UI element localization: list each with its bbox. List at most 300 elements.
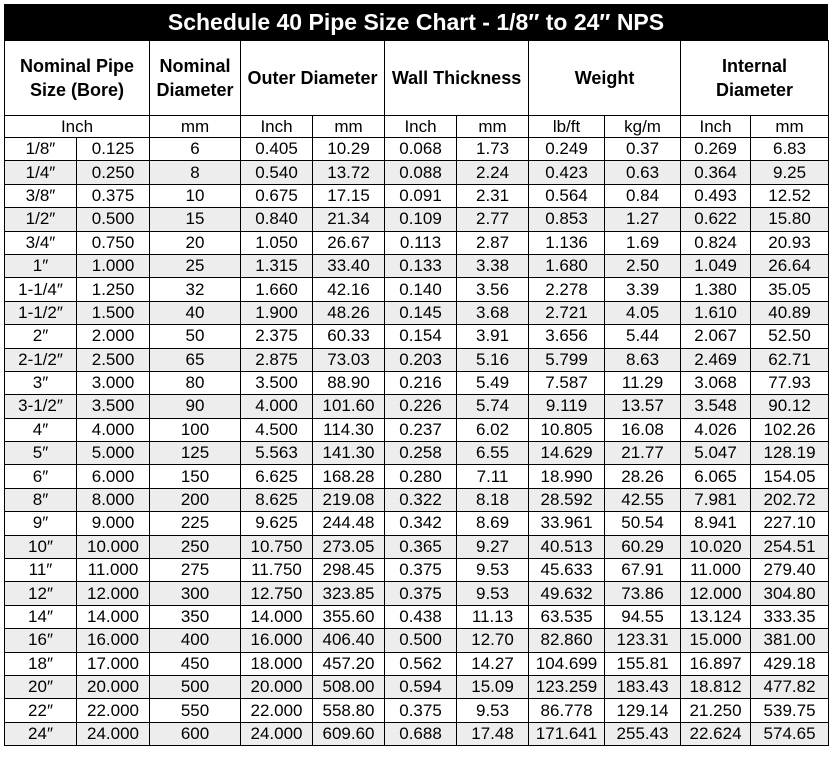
cell-wall-mm: 3.68 — [457, 301, 529, 324]
cell-wall-mm: 5.49 — [457, 371, 529, 394]
table-row — [5, 161, 829, 184]
table-row — [5, 605, 829, 628]
cell-id-inch: 6.065 — [681, 465, 751, 488]
cell-wall-inch: 0.594 — [385, 675, 457, 698]
cell-nps-inch-fraction: 18″ — [5, 652, 77, 675]
cell-od-mm: 558.80 — [313, 699, 385, 722]
cell-id-mm: 40.89 — [751, 301, 829, 324]
cell-weight-lbft: 171.641 — [529, 722, 605, 745]
cell-wall-inch: 0.140 — [385, 278, 457, 301]
cell-nps-inch-fraction: 11″ — [5, 559, 77, 582]
header-outer-diameter: Outer Diameter — [241, 41, 385, 116]
cell-id-mm: 12.52 — [751, 184, 829, 207]
cell-wall-mm: 3.56 — [457, 278, 529, 301]
cell-nominal-mm: 500 — [150, 675, 241, 698]
cell-nps-inch-decimal: 9.000 — [77, 512, 150, 535]
cell-weight-kgm: 94.55 — [605, 605, 681, 628]
cell-weight-kgm: 8.63 — [605, 348, 681, 371]
cell-od-inch: 1.660 — [241, 278, 313, 301]
cell-weight-kgm: 155.81 — [605, 652, 681, 675]
cell-weight-lbft: 2.278 — [529, 278, 605, 301]
unit-weight-lbft: lb/ft — [529, 116, 605, 138]
cell-weight-lbft: 40.513 — [529, 535, 605, 558]
cell-wall-mm: 17.48 — [457, 722, 529, 745]
table-row — [5, 418, 829, 441]
cell-od-mm: 298.45 — [313, 559, 385, 582]
table-row — [5, 371, 829, 394]
cell-od-inch: 0.675 — [241, 184, 313, 207]
cell-nps-inch-fraction: 5″ — [5, 442, 77, 465]
cell-nominal-mm: 25 — [150, 254, 241, 277]
cell-wall-mm: 2.77 — [457, 208, 529, 231]
cell-nps-inch-fraction: 1/4″ — [5, 161, 77, 184]
cell-nps-inch-decimal: 4.000 — [77, 418, 150, 441]
cell-nominal-mm: 90 — [150, 395, 241, 418]
table-row — [5, 559, 829, 582]
cell-weight-kgm: 50.54 — [605, 512, 681, 535]
cell-wall-inch: 0.203 — [385, 348, 457, 371]
cell-id-mm: 574.65 — [751, 722, 829, 745]
header-weight: Weight — [529, 41, 681, 116]
cell-nps-inch-decimal: 11.000 — [77, 559, 150, 582]
cell-weight-lbft: 5.799 — [529, 348, 605, 371]
cell-id-mm: 6.83 — [751, 138, 829, 161]
header-wall-thickness: Wall Thickness — [385, 41, 529, 116]
cell-nominal-mm: 225 — [150, 512, 241, 535]
table-row — [5, 652, 829, 675]
cell-wall-mm: 9.53 — [457, 699, 529, 722]
unit-nominal-mm: mm — [150, 116, 241, 138]
unit-id-inch: Inch — [681, 116, 751, 138]
cell-id-inch: 21.250 — [681, 699, 751, 722]
cell-id-inch: 3.548 — [681, 395, 751, 418]
cell-weight-kgm: 28.26 — [605, 465, 681, 488]
cell-nps-inch-fraction: 1″ — [5, 254, 77, 277]
header-nominal-pipe-size: Nominal Pipe Size (Bore) — [5, 41, 150, 116]
cell-weight-kgm: 1.69 — [605, 231, 681, 254]
cell-wall-mm: 9.27 — [457, 535, 529, 558]
table-row — [5, 301, 829, 324]
cell-nps-inch-fraction: 1/2″ — [5, 208, 77, 231]
cell-nominal-mm: 40 — [150, 301, 241, 324]
cell-nps-inch-decimal: 0.125 — [77, 138, 150, 161]
cell-id-mm: 539.75 — [751, 699, 829, 722]
cell-od-mm: 219.08 — [313, 488, 385, 511]
cell-wall-mm: 5.74 — [457, 395, 529, 418]
cell-nps-inch-fraction: 2″ — [5, 325, 77, 348]
cell-weight-kgm: 0.84 — [605, 184, 681, 207]
cell-wall-mm: 11.13 — [457, 605, 529, 628]
cell-nps-inch-fraction: 10″ — [5, 535, 77, 558]
cell-nominal-mm: 350 — [150, 605, 241, 628]
cell-od-inch: 1.315 — [241, 254, 313, 277]
cell-od-mm: 88.90 — [313, 371, 385, 394]
cell-wall-mm: 2.87 — [457, 231, 529, 254]
cell-wall-inch: 0.068 — [385, 138, 457, 161]
cell-wall-mm: 6.55 — [457, 442, 529, 465]
cell-nps-inch-decimal: 2.000 — [77, 325, 150, 348]
cell-nominal-mm: 10 — [150, 184, 241, 207]
cell-id-inch: 2.469 — [681, 348, 751, 371]
cell-id-inch: 22.624 — [681, 722, 751, 745]
unit-weight-kgm: kg/m — [605, 116, 681, 138]
cell-nps-inch-fraction: 4″ — [5, 418, 77, 441]
cell-od-inch: 2.375 — [241, 325, 313, 348]
unit-nps-inch: Inch — [5, 116, 150, 138]
cell-nominal-mm: 150 — [150, 465, 241, 488]
cell-id-inch: 13.124 — [681, 605, 751, 628]
cell-weight-kgm: 42.55 — [605, 488, 681, 511]
table-row — [5, 442, 829, 465]
cell-id-mm: 128.19 — [751, 442, 829, 465]
cell-id-inch: 11.000 — [681, 559, 751, 582]
cell-wall-inch: 0.375 — [385, 699, 457, 722]
cell-nominal-mm: 80 — [150, 371, 241, 394]
table-row — [5, 278, 829, 301]
cell-od-mm: 141.30 — [313, 442, 385, 465]
cell-id-inch: 2.067 — [681, 325, 751, 348]
cell-od-inch: 10.750 — [241, 535, 313, 558]
cell-od-inch: 9.625 — [241, 512, 313, 535]
cell-id-inch: 3.068 — [681, 371, 751, 394]
cell-id-mm: 62.71 — [751, 348, 829, 371]
cell-od-inch: 0.840 — [241, 208, 313, 231]
cell-od-mm: 60.33 — [313, 325, 385, 348]
cell-id-mm: 52.50 — [751, 325, 829, 348]
table-row — [5, 722, 829, 745]
cell-nps-inch-fraction: 9″ — [5, 512, 77, 535]
unit-header-row — [5, 116, 829, 138]
cell-od-mm: 101.60 — [313, 395, 385, 418]
cell-od-mm: 33.40 — [313, 254, 385, 277]
cell-id-inch: 1.380 — [681, 278, 751, 301]
cell-wall-inch: 0.342 — [385, 512, 457, 535]
cell-id-inch: 12.000 — [681, 582, 751, 605]
cell-weight-lbft: 82.860 — [529, 629, 605, 652]
cell-nps-inch-fraction: 6″ — [5, 465, 77, 488]
cell-id-inch: 15.000 — [681, 629, 751, 652]
cell-nominal-mm: 100 — [150, 418, 241, 441]
cell-nominal-mm: 250 — [150, 535, 241, 558]
cell-nominal-mm: 8 — [150, 161, 241, 184]
pipe-size-table — [4, 40, 829, 746]
table-row — [5, 629, 829, 652]
cell-weight-lbft: 18.990 — [529, 465, 605, 488]
cell-nps-inch-fraction: 20″ — [5, 675, 77, 698]
cell-nps-inch-decimal: 3.000 — [77, 371, 150, 394]
table-row — [5, 512, 829, 535]
cell-od-mm: 457.20 — [313, 652, 385, 675]
cell-od-mm: 168.28 — [313, 465, 385, 488]
cell-id-mm: 227.10 — [751, 512, 829, 535]
cell-nominal-mm: 550 — [150, 699, 241, 722]
table-row — [5, 699, 829, 722]
pipe-chart — [4, 4, 828, 746]
cell-nominal-mm: 275 — [150, 559, 241, 582]
cell-id-mm: 477.82 — [751, 675, 829, 698]
cell-weight-lbft: 10.805 — [529, 418, 605, 441]
cell-nps-inch-decimal: 10.000 — [77, 535, 150, 558]
cell-weight-kgm: 0.63 — [605, 161, 681, 184]
group-header-row — [5, 41, 829, 116]
cell-nominal-mm: 125 — [150, 442, 241, 465]
cell-weight-kgm: 16.08 — [605, 418, 681, 441]
cell-od-inch: 1.900 — [241, 301, 313, 324]
cell-id-inch: 16.897 — [681, 652, 751, 675]
cell-nominal-mm: 300 — [150, 582, 241, 605]
unit-od-mm: mm — [313, 116, 385, 138]
cell-weight-kgm: 5.44 — [605, 325, 681, 348]
cell-nominal-mm: 32 — [150, 278, 241, 301]
cell-wall-inch: 0.688 — [385, 722, 457, 745]
cell-od-inch: 1.050 — [241, 231, 313, 254]
cell-wall-mm: 8.69 — [457, 512, 529, 535]
table-row — [5, 535, 829, 558]
cell-nominal-mm: 65 — [150, 348, 241, 371]
cell-wall-mm: 14.27 — [457, 652, 529, 675]
cell-id-inch: 7.981 — [681, 488, 751, 511]
cell-od-mm: 508.00 — [313, 675, 385, 698]
cell-od-mm: 355.60 — [313, 605, 385, 628]
cell-weight-kgm: 183.43 — [605, 675, 681, 698]
cell-wall-inch: 0.375 — [385, 582, 457, 605]
cell-weight-lbft: 0.249 — [529, 138, 605, 161]
cell-id-mm: 15.80 — [751, 208, 829, 231]
unit-wall-mm: mm — [457, 116, 529, 138]
cell-nps-inch-decimal: 1.000 — [77, 254, 150, 277]
cell-id-inch: 8.941 — [681, 512, 751, 535]
cell-nps-inch-fraction: 3″ — [5, 371, 77, 394]
cell-wall-mm: 5.16 — [457, 348, 529, 371]
cell-nominal-mm: 20 — [150, 231, 241, 254]
cell-nps-inch-decimal: 5.000 — [77, 442, 150, 465]
table-row — [5, 465, 829, 488]
unit-wall-inch: Inch — [385, 116, 457, 138]
cell-od-inch: 20.000 — [241, 675, 313, 698]
cell-weight-lbft: 0.423 — [529, 161, 605, 184]
cell-weight-lbft: 2.721 — [529, 301, 605, 324]
cell-id-inch: 1.049 — [681, 254, 751, 277]
cell-nps-inch-decimal: 2.500 — [77, 348, 150, 371]
cell-od-mm: 609.60 — [313, 722, 385, 745]
cell-od-mm: 114.30 — [313, 418, 385, 441]
cell-weight-lbft: 1.136 — [529, 231, 605, 254]
table-row — [5, 325, 829, 348]
cell-nominal-mm: 6 — [150, 138, 241, 161]
cell-id-mm: 77.93 — [751, 371, 829, 394]
cell-od-inch: 3.500 — [241, 371, 313, 394]
cell-id-mm: 333.35 — [751, 605, 829, 628]
cell-od-inch: 2.875 — [241, 348, 313, 371]
cell-od-inch: 12.750 — [241, 582, 313, 605]
cell-nps-inch-decimal: 14.000 — [77, 605, 150, 628]
cell-nps-inch-fraction: 1-1/4″ — [5, 278, 77, 301]
cell-id-mm: 26.64 — [751, 254, 829, 277]
cell-nps-inch-decimal: 24.000 — [77, 722, 150, 745]
cell-weight-kgm: 3.39 — [605, 278, 681, 301]
cell-weight-kgm: 73.86 — [605, 582, 681, 605]
cell-od-inch: 4.500 — [241, 418, 313, 441]
cell-nps-inch-decimal: 1.250 — [77, 278, 150, 301]
cell-weight-kgm: 21.77 — [605, 442, 681, 465]
cell-wall-mm: 2.31 — [457, 184, 529, 207]
cell-weight-kgm: 0.37 — [605, 138, 681, 161]
cell-nps-inch-fraction: 2-1/2″ — [5, 348, 77, 371]
cell-id-mm: 279.40 — [751, 559, 829, 582]
cell-weight-kgm: 123.31 — [605, 629, 681, 652]
cell-wall-mm: 2.24 — [457, 161, 529, 184]
cell-wall-inch: 0.133 — [385, 254, 457, 277]
cell-weight-kgm: 13.57 — [605, 395, 681, 418]
table-row — [5, 208, 829, 231]
cell-wall-mm: 3.38 — [457, 254, 529, 277]
cell-nps-inch-fraction: 8″ — [5, 488, 77, 511]
cell-nps-inch-fraction: 3-1/2″ — [5, 395, 77, 418]
cell-od-inch: 8.625 — [241, 488, 313, 511]
cell-id-inch: 0.269 — [681, 138, 751, 161]
cell-nps-inch-fraction: 1-1/2″ — [5, 301, 77, 324]
cell-wall-inch: 0.113 — [385, 231, 457, 254]
cell-nps-inch-fraction: 12″ — [5, 582, 77, 605]
cell-wall-mm: 15.09 — [457, 675, 529, 698]
cell-nps-inch-fraction: 14″ — [5, 605, 77, 628]
cell-id-mm: 35.05 — [751, 278, 829, 301]
cell-wall-mm: 9.53 — [457, 559, 529, 582]
cell-id-inch: 0.364 — [681, 161, 751, 184]
cell-wall-inch: 0.258 — [385, 442, 457, 465]
cell-id-mm: 202.72 — [751, 488, 829, 511]
cell-weight-kgm: 2.50 — [605, 254, 681, 277]
cell-weight-lbft: 104.699 — [529, 652, 605, 675]
cell-od-inch: 6.625 — [241, 465, 313, 488]
cell-nps-inch-fraction: 3/4″ — [5, 231, 77, 254]
table-body — [5, 138, 829, 746]
cell-od-mm: 26.67 — [313, 231, 385, 254]
cell-id-mm: 90.12 — [751, 395, 829, 418]
cell-nominal-mm: 450 — [150, 652, 241, 675]
cell-weight-lbft: 49.632 — [529, 582, 605, 605]
cell-nps-inch-decimal: 20.000 — [77, 675, 150, 698]
cell-od-mm: 244.48 — [313, 512, 385, 535]
unit-od-inch: Inch — [241, 116, 313, 138]
cell-nps-inch-fraction: 16″ — [5, 629, 77, 652]
cell-wall-inch: 0.091 — [385, 184, 457, 207]
cell-nps-inch-decimal: 17.000 — [77, 652, 150, 675]
cell-nps-inch-decimal: 0.750 — [77, 231, 150, 254]
cell-od-mm: 48.26 — [313, 301, 385, 324]
cell-nps-inch-fraction: 24″ — [5, 722, 77, 745]
cell-od-mm: 73.03 — [313, 348, 385, 371]
cell-wall-inch: 0.562 — [385, 652, 457, 675]
cell-wall-inch: 0.109 — [385, 208, 457, 231]
cell-od-inch: 14.000 — [241, 605, 313, 628]
cell-od-mm: 406.40 — [313, 629, 385, 652]
cell-od-inch: 0.405 — [241, 138, 313, 161]
cell-od-mm: 42.16 — [313, 278, 385, 301]
cell-id-inch: 4.026 — [681, 418, 751, 441]
cell-weight-kgm: 67.91 — [605, 559, 681, 582]
cell-nps-inch-fraction: 3/8″ — [5, 184, 77, 207]
cell-wall-mm: 8.18 — [457, 488, 529, 511]
cell-id-mm: 304.80 — [751, 582, 829, 605]
chart-title: Schedule 40 Pipe Size Chart - 1/8″ to 24″ NPS — [4, 4, 828, 40]
cell-od-inch: 4.000 — [241, 395, 313, 418]
cell-nps-inch-decimal: 16.000 — [77, 629, 150, 652]
table-row — [5, 582, 829, 605]
cell-weight-kgm: 60.29 — [605, 535, 681, 558]
cell-od-mm: 10.29 — [313, 138, 385, 161]
cell-wall-inch: 0.280 — [385, 465, 457, 488]
cell-id-inch: 5.047 — [681, 442, 751, 465]
cell-weight-lbft: 7.587 — [529, 371, 605, 394]
cell-od-mm: 13.72 — [313, 161, 385, 184]
cell-weight-lbft: 3.656 — [529, 325, 605, 348]
cell-id-mm: 20.93 — [751, 231, 829, 254]
cell-wall-inch: 0.237 — [385, 418, 457, 441]
cell-nps-inch-decimal: 8.000 — [77, 488, 150, 511]
cell-od-mm: 273.05 — [313, 535, 385, 558]
unit-id-mm: mm — [751, 116, 829, 138]
cell-od-inch: 16.000 — [241, 629, 313, 652]
cell-nps-inch-decimal: 22.000 — [77, 699, 150, 722]
cell-od-mm: 323.85 — [313, 582, 385, 605]
cell-nps-inch-decimal: 12.000 — [77, 582, 150, 605]
cell-od-inch: 22.000 — [241, 699, 313, 722]
cell-od-mm: 17.15 — [313, 184, 385, 207]
table-row — [5, 138, 829, 161]
cell-wall-inch: 0.322 — [385, 488, 457, 511]
cell-weight-lbft: 63.535 — [529, 605, 605, 628]
cell-nominal-mm: 50 — [150, 325, 241, 348]
cell-nps-inch-decimal: 0.500 — [77, 208, 150, 231]
table-row — [5, 231, 829, 254]
cell-weight-kgm: 1.27 — [605, 208, 681, 231]
cell-weight-lbft: 1.680 — [529, 254, 605, 277]
cell-weight-lbft: 0.853 — [529, 208, 605, 231]
cell-id-mm: 254.51 — [751, 535, 829, 558]
cell-id-mm: 381.00 — [751, 629, 829, 652]
cell-weight-lbft: 33.961 — [529, 512, 605, 535]
cell-weight-kgm: 129.14 — [605, 699, 681, 722]
cell-wall-inch: 0.375 — [385, 559, 457, 582]
cell-od-inch: 24.000 — [241, 722, 313, 745]
cell-id-mm: 9.25 — [751, 161, 829, 184]
cell-id-inch: 0.493 — [681, 184, 751, 207]
cell-id-inch: 10.020 — [681, 535, 751, 558]
cell-id-mm: 102.26 — [751, 418, 829, 441]
table-row — [5, 254, 829, 277]
cell-id-inch: 0.622 — [681, 208, 751, 231]
cell-wall-inch: 0.365 — [385, 535, 457, 558]
cell-nps-inch-fraction: 1/8″ — [5, 138, 77, 161]
header-nominal-diameter: Nominal Diameter — [150, 41, 241, 116]
cell-weight-kgm: 4.05 — [605, 301, 681, 324]
cell-wall-mm: 1.73 — [457, 138, 529, 161]
header-internal-diameter: Internal Diameter — [681, 41, 829, 116]
cell-nominal-mm: 600 — [150, 722, 241, 745]
cell-wall-mm: 3.91 — [457, 325, 529, 348]
cell-wall-inch: 0.216 — [385, 371, 457, 394]
cell-weight-lbft: 123.259 — [529, 675, 605, 698]
cell-nps-inch-decimal: 0.375 — [77, 184, 150, 207]
cell-wall-inch: 0.500 — [385, 629, 457, 652]
cell-id-mm: 154.05 — [751, 465, 829, 488]
cell-wall-mm: 9.53 — [457, 582, 529, 605]
cell-nps-inch-decimal: 1.500 — [77, 301, 150, 324]
cell-wall-inch: 0.226 — [385, 395, 457, 418]
cell-od-mm: 21.34 — [313, 208, 385, 231]
cell-id-mm: 429.18 — [751, 652, 829, 675]
